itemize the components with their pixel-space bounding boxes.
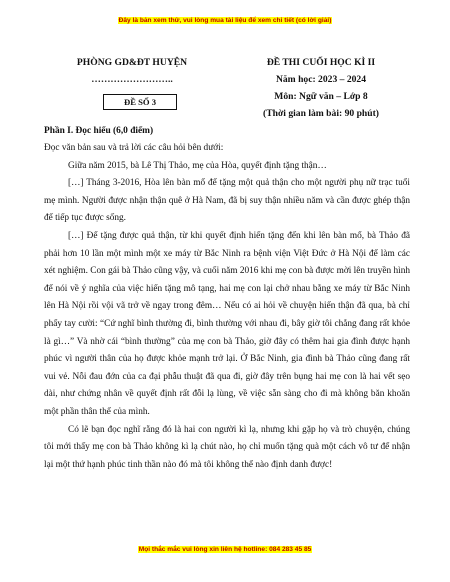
reading-passage [44,140,410,474]
instruction-paragraph: Đọc văn bản sau và trả lời các câu hỏi bên dưới: [44,143,224,153]
preview-notice-text: Đây là bản xem thử, vui lòng mua tài liệu để xem chi tiết (có lời giải) [118,17,332,24]
preview-notice-banner [0,17,450,24]
hotline-text: Mọi thắc mắc vui lòng xin liên hệ hotline: 084 283 45 85 [138,546,312,553]
department-title: PHÒNG GD&ĐT HUYỆN [76,57,188,68]
passage-paragraph: […] Để tặng được quả thận, từ khi quyết định hiến tặng đến khi lên bàn mổ, bà Thảo đã phải hơn 10 lần một mình một xe máy từ Bắc Ninh ra bệnh viện Việt Đức ở Hà Nội để làm các xét nghiệm. Con gái bà Thảo cũng vậy, và cuối năm 2016 khi mẹ con bà được mời lên truyền hình để nói về ý nghĩa của việc hiến tặng mô tạng, hai mẹ con lại chở nhau bằng xe máy từ Bắc Ninh lên Hà Nội rồi vội vã trở về ngay trong đêm… Nếu có ai hỏi về chuyện hiến thận đã qua, bà chỉ phẩy tay cười: “Cứ nghĩ bình thường đi, bình thường với nhau đi, bây giờ tôi chẳng đang rất khỏe là gì…” Và nhờ cái “bình thường” của mẹ con bà Thảo, giờ đây có thêm hai gia đình được hạnh phúc vì người thân của họ được khỏe mạnh trở lại. Ở Bắc Ninh, gia đình bà Thảo cũng đang rất vui vẻ. Nỗi đau đớn của ca đại phẫu thuật đã qua đi, giờ đây trên bụng hai mẹ con là hai vết sẹo dài, như chứng nhân về quyết định rất đỗi lạ lùng, về việc sẵn sàng cho đi mà không băn khoăn một phần thân thể của mình. [44,230,410,417]
passage-paragraph: […] Tháng 3-2016, Hòa lên bàn mổ để tặng một quả thận cho một người phụ nữ trạc tuổi mẹ mình. Người được nhận thận quê ở Hà Nam, đã bị suy thận nhiều năm và cần được ghép thận để tiếp tục được sống. [44,178,410,224]
duration-line: (Thời gian làm bài: 90 phút) [263,108,379,119]
hotline-banner [0,546,450,553]
exam-title: ĐỀ THI CUỐI HỌC KÌ II [266,57,376,68]
section-title: Phần I. Đọc hiểu (6,0 điểm) [44,126,154,136]
exam-code-box: ĐỀ SỐ 3 [103,94,177,110]
subject-line: Môn: Ngữ văn – Lớp 8 [274,91,368,102]
passage-paragraph: Có lẽ bạn đọc nghĩ rằng đó là hai con người kì lạ, nhưng khi gặp họ và trò chuyện, chúng tôi mới thấy mẹ con bà Thảo không kì lạ chút nào, họ chỉ muốn tặng quà một cách vô tư để nhận lại một thứ hạnh phúc tinh thần nào đó mà tôi không thể nào định danh được! [44,424,410,470]
district-placeholder: …………………….. [91,74,173,85]
school-year: Năm học: 2023 – 2024 [275,74,367,85]
passage-paragraph: Giữa năm 2015, bà Lê Thị Thảo, mẹ của Hòa, quyết định tặng thận… [68,160,327,171]
